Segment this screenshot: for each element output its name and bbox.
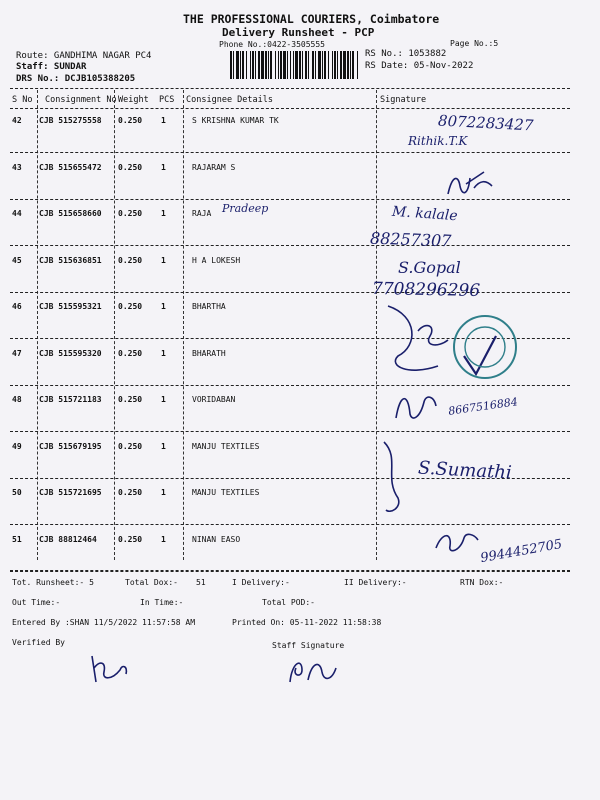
row-serial-number: 44 xyxy=(12,209,22,218)
printed-on: Printed On: 05-11-2022 11:58:38 xyxy=(232,618,382,627)
document-title: Delivery Runsheet - PCP xyxy=(222,26,375,39)
col-separator xyxy=(37,90,38,560)
row-consignment-number: CJB 515595320 xyxy=(39,348,102,358)
row-weight: 0.250 xyxy=(118,488,143,497)
col-weight: Weight xyxy=(118,95,149,105)
handwritten-note: Pradeep xyxy=(222,202,269,215)
rs-number: RS No.: 1053882 xyxy=(365,49,447,59)
row-pcs: 1 xyxy=(161,488,166,497)
handwritten-phone: 7708296296 xyxy=(371,279,481,301)
row-divider xyxy=(10,524,570,525)
verifier-signature xyxy=(86,652,132,688)
row-serial-number: 46 xyxy=(12,302,22,311)
row-weight: 0.250 xyxy=(118,441,143,451)
col-signature: Signature xyxy=(380,95,427,105)
row-weight: 0.250 xyxy=(118,348,143,358)
row-serial-number: 50 xyxy=(12,488,22,497)
row-serial-number: 48 xyxy=(12,395,22,404)
footer-top-rule xyxy=(10,570,570,571)
row-consignee: VORIDABAN xyxy=(192,395,236,404)
row-consignee: MANJU TEXTILES xyxy=(192,441,260,451)
handwritten-name: S.Sumathi xyxy=(417,457,513,484)
row-weight: 0.250 xyxy=(118,255,143,265)
handwritten-phone: 8667516884 xyxy=(447,395,519,418)
row-weight: 0.250 xyxy=(118,534,143,544)
row-consignment-number: CJB 515679195 xyxy=(39,441,102,451)
row-consignee: RAJA xyxy=(192,209,212,218)
handwritten-name: S.Gopal xyxy=(398,258,461,277)
row-consignment-number: CJB 515658660 xyxy=(39,209,102,218)
row-consignment-number: CJB 515721695 xyxy=(39,488,102,497)
i-delivery: I Delivery:- xyxy=(232,578,290,587)
row-consignment-number: CJB 515595321 xyxy=(39,302,102,311)
row-pcs: 1 xyxy=(161,534,166,544)
row-consignee: H A LOKESH xyxy=(192,255,241,265)
route: Route: GANDHIMA NAGAR PC4 xyxy=(16,51,152,61)
company-stamp xyxy=(450,312,520,382)
row-divider xyxy=(10,152,570,153)
in-time: In Time:- xyxy=(140,598,184,607)
barcode xyxy=(230,51,358,79)
row-weight: 0.250 xyxy=(118,162,143,172)
header-bottom-rule xyxy=(10,108,570,109)
row-serial-number: 51 xyxy=(12,534,22,544)
row-weight: 0.250 xyxy=(118,395,143,404)
row-serial-number: 43 xyxy=(12,162,22,172)
handwritten-phone: 8072283427 xyxy=(437,111,534,135)
row-pcs: 1 xyxy=(161,348,166,358)
signature-scribble xyxy=(380,438,410,518)
row-pcs: 1 xyxy=(161,302,166,311)
row-consignment-number: CJB 515721183 xyxy=(39,395,102,404)
row-serial-number: 45 xyxy=(12,255,22,265)
row-divider xyxy=(10,431,570,432)
row-weight: 0.250 xyxy=(118,302,143,311)
entered-by: Entered By :SHAN 11/5/2022 11:57:58 AM xyxy=(12,618,196,627)
signature-scribble xyxy=(390,388,440,424)
row-weight: 0.250 xyxy=(118,116,143,125)
total-runsheet: Tot. Runsheet:- 5 xyxy=(12,578,94,587)
total-dox-label: Total Dox:- xyxy=(125,578,178,587)
row-consignee: BHARTHA xyxy=(192,302,226,311)
row-consignee: BHARATH xyxy=(192,348,226,358)
row-consignment-number: CJB 515275558 xyxy=(39,116,102,125)
total-pod: Total POD:- xyxy=(262,598,315,607)
col-separator xyxy=(376,90,377,560)
row-serial-number: 42 xyxy=(12,116,22,125)
company-name: THE PROFESSIONAL COURIERS, Coimbatore xyxy=(183,12,440,26)
signature-scribble xyxy=(432,528,482,556)
staff: Staff: SUNDAR xyxy=(16,62,87,72)
handwritten-phone: 9944452705 xyxy=(479,536,564,567)
staff-signature-label: Staff Signature xyxy=(272,641,345,650)
total-dox-value: 51 xyxy=(196,578,206,587)
handwritten-name: Rithik.T.K xyxy=(408,134,468,148)
col-separator xyxy=(183,90,184,560)
row-weight: 0.250 xyxy=(118,209,143,218)
col-sno: S No xyxy=(12,95,33,105)
row-pcs: 1 xyxy=(161,209,166,218)
handwritten-name: M. kalale xyxy=(391,203,459,225)
col-consignment: Consignment No xyxy=(45,95,117,105)
row-consignment-number: CJB 515636851 xyxy=(39,255,102,265)
verified-by: Verified By xyxy=(12,638,65,647)
row-divider xyxy=(10,245,570,246)
col-separator xyxy=(114,90,115,560)
row-pcs: 1 xyxy=(161,441,166,451)
row-consignee: MANJU TEXTILES xyxy=(192,488,260,497)
col-consignee: Consignee Details xyxy=(186,95,273,105)
col-pcs: PCS xyxy=(159,95,175,105)
row-pcs: 1 xyxy=(161,395,166,404)
phone-number: Phone No.:0422-3505555 xyxy=(219,40,325,49)
row-serial-number: 49 xyxy=(12,441,22,451)
handwritten-phone: 88257307 xyxy=(369,228,452,251)
out-time: Out Time:- xyxy=(12,598,61,607)
rs-date: RS Date: 05-Nov-2022 xyxy=(365,61,474,71)
row-consignment-number: CJB 88812464 xyxy=(39,534,97,544)
row-pcs: 1 xyxy=(161,255,166,265)
row-consignee: NINAN EASO xyxy=(192,534,241,544)
row-serial-number: 47 xyxy=(12,348,22,358)
header-top-rule xyxy=(10,88,570,89)
rtn-dox: RTN Dox:- xyxy=(460,578,504,587)
row-consignee: RAJARAM S xyxy=(192,162,236,172)
drs-number: DRS No.: DCJB105388205 xyxy=(16,74,136,84)
row-pcs: 1 xyxy=(161,162,166,172)
page-number: Page No.:5 xyxy=(450,39,499,48)
row-consignee: S KRISHNA KUMAR TK xyxy=(192,116,279,125)
signature-scribble xyxy=(440,166,500,202)
staff-signature xyxy=(282,652,342,688)
ii-delivery: II Delivery:- xyxy=(344,578,407,587)
row-consignment-number: CJB 515655472 xyxy=(39,162,102,172)
row-pcs: 1 xyxy=(161,116,166,125)
row-divider xyxy=(10,292,570,293)
